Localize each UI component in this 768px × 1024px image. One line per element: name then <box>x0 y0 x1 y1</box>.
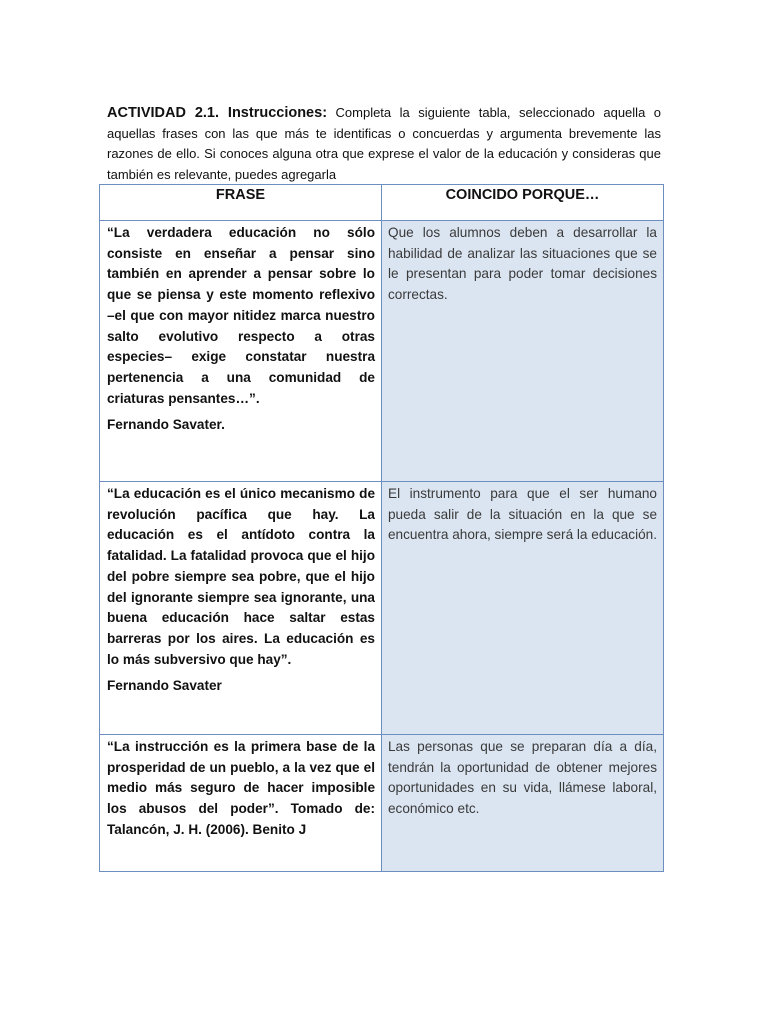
table-row <box>100 221 664 482</box>
table-row <box>100 735 664 872</box>
activity-heading: ACTIVIDAD 2.1. Instrucciones: <box>107 105 328 121</box>
table-header-row <box>100 185 664 221</box>
header-coincido-porque: COINCIDO PORQUE… <box>382 185 664 221</box>
activity-table <box>99 184 664 872</box>
quote-text: “La instrucción es la primera base de la prosperidad de un pueblo, a la vez que el medio más seguro de hacer imposible los abusos del poder”. Tomado de: Talancón, J. H. (2006). Benito J <box>107 739 375 837</box>
quote-cell <box>100 221 382 482</box>
reason-text: El instrumento para que el ser humano pueda salir de la situación en la que se encuentra ahora, siempre será la educación. <box>388 486 658 543</box>
quote-text: “La verdadera educación no sólo consiste en enseñar a pensar sino también en aprender a pensar sobre lo que se piensa y este momento reflexivo –el que con mayor nitidez marca nuestro salto evolutivo respecto a otras especies– exige constatar nuestra pertenencia a una comunidad de criaturas pensantes…”. <box>107 225 375 406</box>
quote-author: Fernando Savater. <box>107 417 225 433</box>
table-row <box>100 482 664 735</box>
reason-cell <box>382 221 664 482</box>
instructions-body: Completa la siguiente tabla, seleccionado aquella o aquellas frases con las que más te identificas o concuerdas y argumenta brevemente las razones de ello. Si conoces alguna otra que exprese el valor de la educación y consideras que también es relevante, puedes agregarla <box>107 105 662 182</box>
reason-cell <box>382 482 664 735</box>
quote-author: Fernando Savater <box>107 678 222 694</box>
reason-cell <box>382 735 664 872</box>
reason-text: Que los alumnos deben a desarrollar la habilidad de analizar las situaciones que se le presentan para poder tomar decisiones correctas. <box>388 225 657 303</box>
quote-cell <box>100 735 382 872</box>
instructions-paragraph <box>107 103 661 185</box>
reason-text: Las personas que se preparan día a día, tendrán la oportunidad de obtener mejores oportunidades en su vida, llámese laboral, económico etc. <box>388 739 657 817</box>
header-frase: FRASE <box>100 185 382 221</box>
quote-cell <box>100 482 382 735</box>
quote-text: “La educación es el único mecanismo de revolución pacífica que hay. La educación es el antídoto contra la fatalidad. La fatalidad provoca que el hijo del pobre siempre sea pobre, que el hijo del ignorante siempre sea ignorante, una buena educación hace saltar estas barreras por los aires. La educación es lo más subversivo que hay”. <box>107 486 375 667</box>
